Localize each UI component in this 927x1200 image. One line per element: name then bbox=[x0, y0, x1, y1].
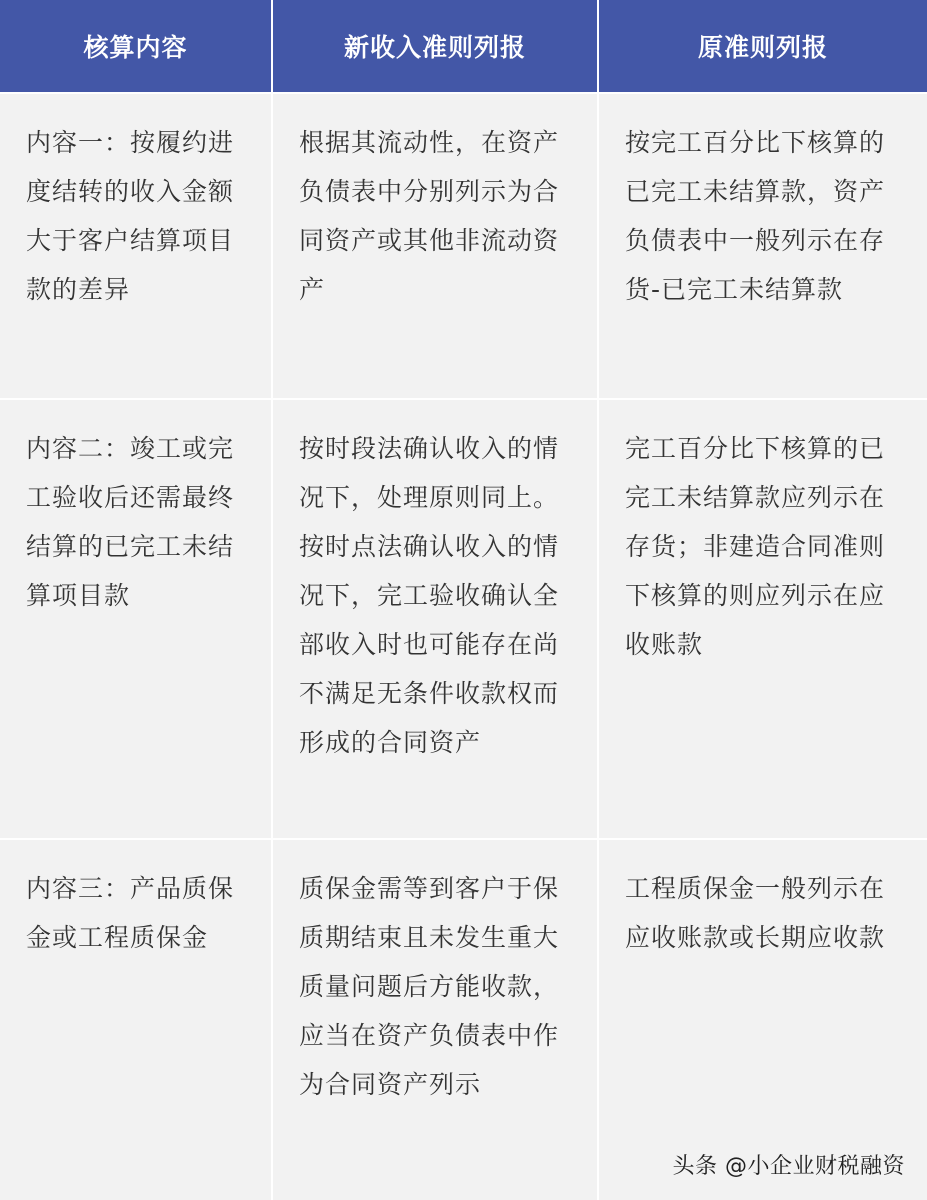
header-original-standard: 原准则列报 bbox=[599, 0, 927, 92]
row1-original-standard: 按完工百分比下核算的已完工未结算款，资产负债表中一般列示在存货-已完工未结算款 bbox=[599, 92, 927, 398]
source-watermark: 头条 @小企业财税融资 bbox=[672, 1154, 905, 1179]
row2-original-standard: 完工百分比下核算的已完工未结算款应列示在存货；非建造合同准则下核算的则应列示在应收账款 bbox=[599, 398, 927, 838]
row3-original-standard: 工程质保金一般列示在应收账款或长期应收款 bbox=[599, 838, 927, 1200]
row2-content: 内容二：竣工或完工验收后还需最终结算的已完工未结算项目款 bbox=[0, 398, 273, 838]
row1-new-standard: 根据其流动性，在资产负债表中分别列示为合同资产或其他非流动资产 bbox=[273, 92, 599, 398]
header-accounting-content: 核算内容 bbox=[0, 0, 273, 92]
row1-content: 内容一：按履约进度结转的收入金额大于客户结算项目款的差异 bbox=[0, 92, 273, 398]
header-new-revenue-standard: 新收入准则列报 bbox=[273, 0, 599, 92]
row3-content: 内容三：产品质保金或工程质保金 bbox=[0, 838, 273, 1200]
row2-new-standard: 按时段法确认收入的情况下，处理原则同上。按时点法确认收入的情况下，完工验收确认全部收入时也可能存在尚不满足无条件收款权而形成的合同资产 bbox=[273, 398, 599, 838]
row3-new-standard: 质保金需等到客户于保质期结束且未发生重大质量问题后方能收款，应当在资产负债表中作为合同资产列示 bbox=[273, 838, 599, 1200]
